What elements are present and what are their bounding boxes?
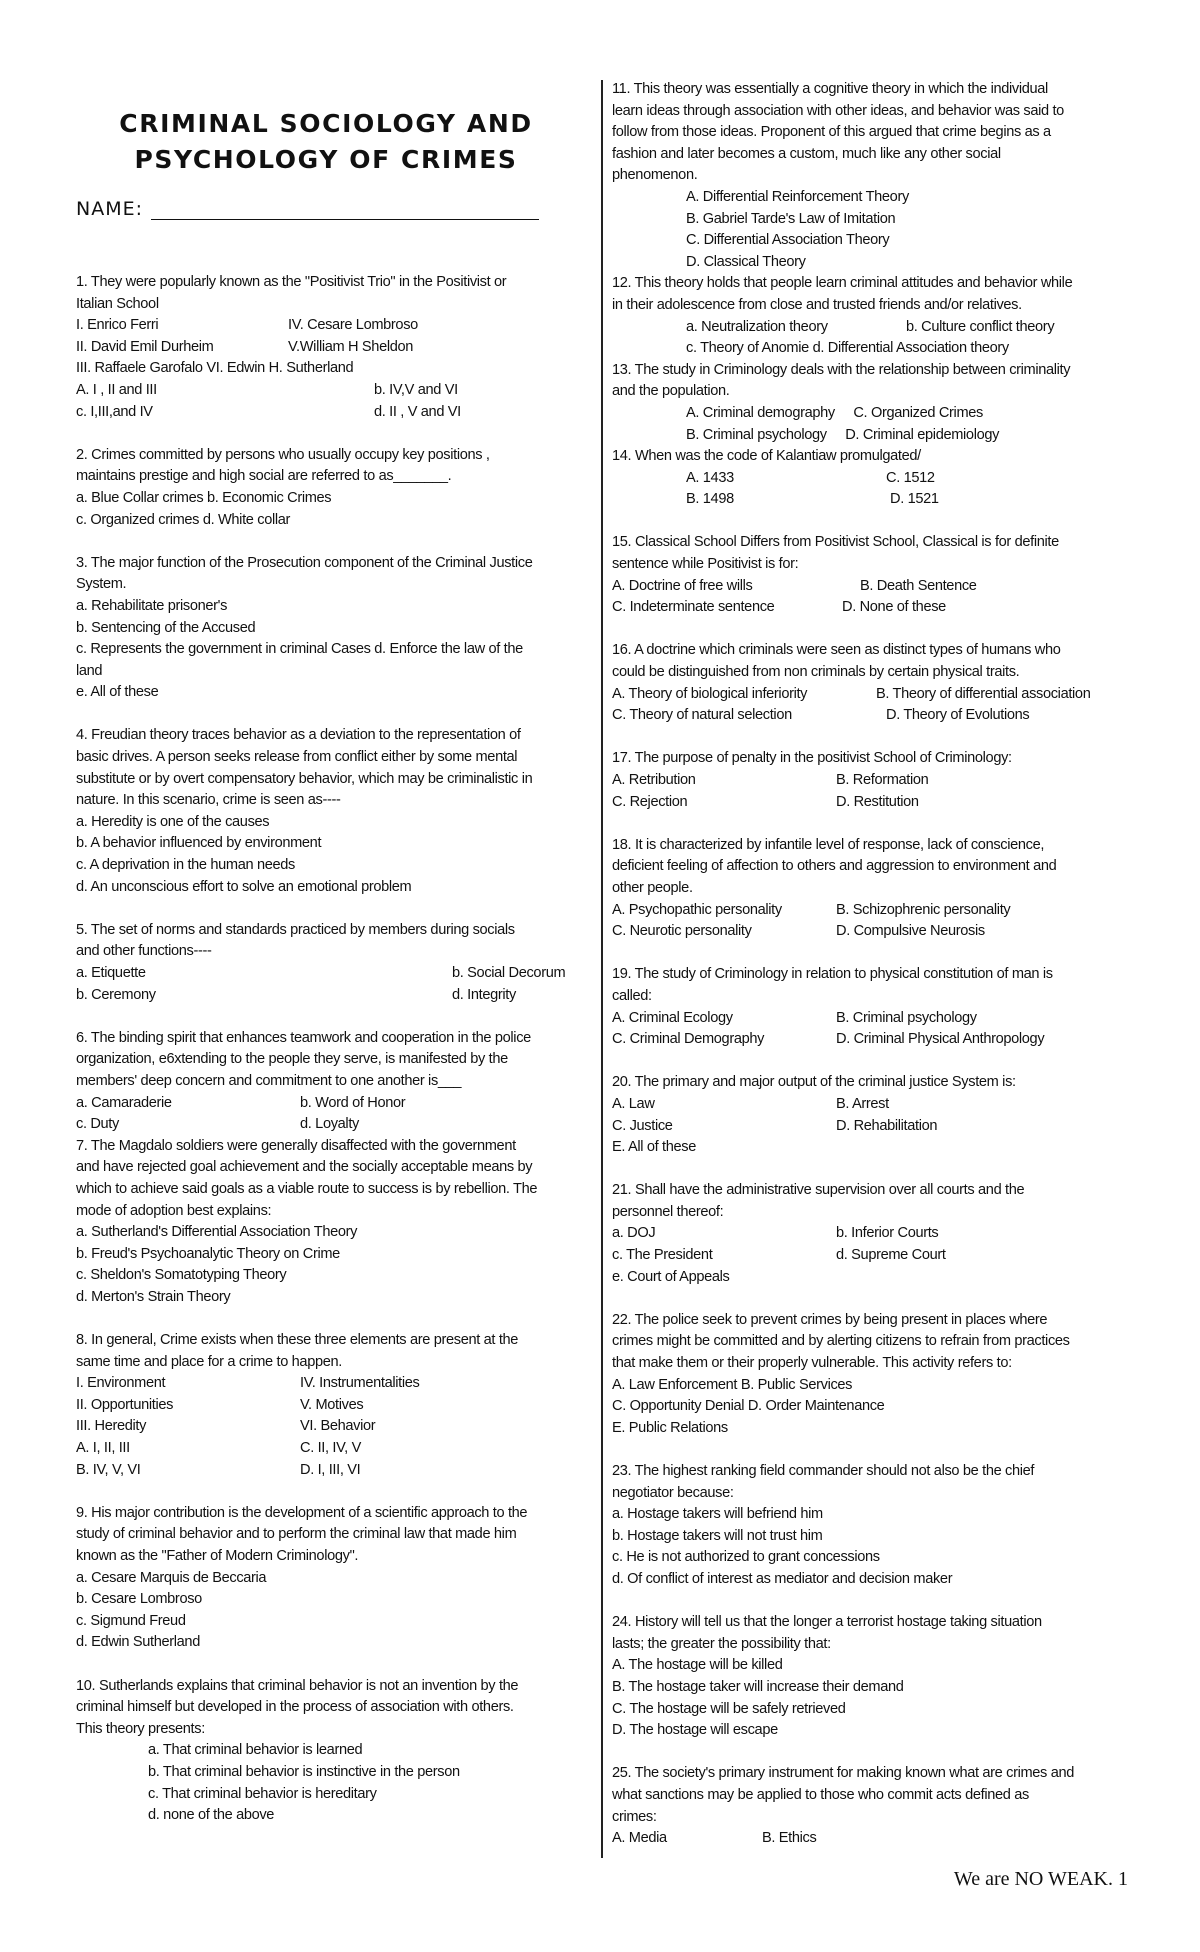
question-stem: 6. The binding spirit that enhances teamwork and cooperation in the police — [76, 1029, 531, 1046]
choice: A. 1433 — [686, 469, 734, 486]
item: I. Environment — [76, 1375, 166, 1392]
choice: e. Court of Appeals — [612, 1268, 730, 1285]
question-stem: 8. In general, Crime exists when these three elements are present at the — [76, 1332, 519, 1349]
choice: D. Compulsive Neurosis — [836, 923, 985, 940]
choice: c. Theory of Anomie d. Differential Association theory — [686, 340, 1009, 357]
choice: C. 1512 — [886, 469, 935, 486]
question-6 — [76, 1028, 591, 1136]
choice: B. The hostage taker will increase their demand — [612, 1678, 904, 1695]
item: III. Raffaele Garofalo VI. Edwin H. Sutherland — [76, 360, 354, 377]
question-stem: could be distinguished from non criminals by certain physical traits. — [612, 664, 1020, 681]
choice-row — [612, 1029, 1132, 1051]
question-stem: called: — [612, 987, 652, 1004]
choice: c. A deprivation in the human needs — [76, 857, 295, 874]
choice-row — [612, 1008, 1132, 1030]
question-stem: organization, e6xtending to the people they serve, is manifested by the — [76, 1051, 508, 1068]
choice: e. All of these — [76, 684, 159, 701]
item: I. Enrico Ferri — [76, 317, 159, 334]
choice: d. Integrity — [452, 986, 516, 1003]
question-5 — [76, 920, 591, 1006]
choice-row — [76, 1438, 591, 1460]
choice: C. Opportunity Denial D. Order Maintenance — [612, 1398, 885, 1415]
choice: A. The hostage will be killed — [612, 1657, 783, 1674]
choice-row — [612, 317, 1132, 339]
question-11 — [612, 79, 1132, 273]
choice: a. Hostage takers will befriend him — [612, 1506, 823, 1523]
name-blank-line[interactable] — [151, 199, 539, 220]
choice-row — [612, 1223, 1132, 1245]
choice: d. Merton's Strain Theory — [76, 1288, 231, 1305]
question-stem: and have rejected goal achievement and the socially acceptable means by — [76, 1159, 533, 1176]
question-stem: 13. The study in Criminology deals with the relationship between criminality — [612, 361, 1071, 378]
question-stem: phenomenon. — [612, 167, 698, 184]
choice: c. The President — [612, 1247, 713, 1264]
question-2 — [76, 445, 591, 531]
choice: B. 1498 — [686, 491, 734, 508]
question-stem: System. — [76, 576, 127, 593]
page-footer: We are NO WEAK. 1 — [953, 1868, 1128, 1890]
question-stem: 16. A doctrine which criminals were seen as distinct types of humans who — [612, 642, 1061, 659]
choice: a. That criminal behavior is learned — [148, 1742, 363, 1759]
choice: A. Retribution — [612, 772, 696, 788]
choice-row — [76, 380, 591, 402]
question-stem: crimes: — [612, 1808, 657, 1825]
choice: A. Law — [612, 1095, 655, 1112]
choice: D. I, III, VI — [300, 1461, 361, 1478]
choice: C. Theory of natural selection — [612, 707, 792, 724]
choice: d. Of conflict of interest as mediator and decision maker — [612, 1570, 953, 1587]
choice: A. I , II and III — [76, 381, 157, 398]
question-7 — [76, 1136, 591, 1309]
choice-row — [612, 597, 1132, 619]
choice: A. I, II, III — [76, 1440, 130, 1457]
right-column — [612, 79, 1132, 1850]
left-column — [76, 272, 591, 1827]
choice: d. II , V and VI — [374, 403, 461, 420]
question-18 — [612, 835, 1132, 943]
choice: B. Theory of differential association — [876, 685, 1091, 702]
choice: B. Criminal psychology D. Criminal epidemiology — [686, 426, 1000, 443]
choice: B. Criminal psychology — [836, 1009, 977, 1026]
choice: b. Ceremony — [76, 986, 156, 1003]
question-stem: 19. The study of Criminology in relation to physical constitution of man is — [612, 966, 1053, 983]
choice: B. IV, V, VI — [76, 1461, 141, 1478]
choice: b. Word of Honor — [300, 1094, 406, 1111]
question-stem: maintains prestige and high social are referred to as_______. — [76, 468, 452, 485]
question-stem: 2. Crimes committed by persons who usually occupy key positions , — [76, 446, 490, 463]
choice-row — [612, 576, 1132, 598]
choice: D. Rehabilitation — [836, 1117, 938, 1134]
question-stem: sentence while Positivist is for: — [612, 556, 799, 573]
choice-row — [76, 985, 591, 1007]
choice: C. Rejection — [612, 793, 688, 810]
choice: d. Edwin Sutherland — [76, 1634, 200, 1651]
name-field — [76, 198, 539, 220]
choice: b. Culture conflict theory — [906, 318, 1055, 335]
choice: C. Differential Association Theory — [686, 232, 890, 249]
choice: a. Heredity is one of the causes — [76, 813, 270, 830]
question-19 — [612, 964, 1132, 1050]
choice-row — [612, 489, 1132, 511]
choice: c. Represents the government in criminal Cases d. Enforce the law of the — [76, 641, 523, 658]
name-label: NAME: — [76, 198, 144, 220]
choice: c. Organized crimes d. White collar — [76, 511, 291, 528]
choice-row — [76, 1460, 591, 1482]
question-stem: criminal himself but developed in the process of association with others. — [76, 1699, 514, 1716]
question-16 — [612, 640, 1132, 726]
choice: d. Loyalty — [300, 1116, 359, 1133]
choice-row — [612, 1094, 1132, 1116]
choice-row — [612, 705, 1132, 727]
item: V.William H Sheldon — [288, 338, 414, 355]
item: VI. Behavior — [300, 1418, 376, 1435]
question-stem: 7. The Magdalo soldiers were generally disaffected with the government — [76, 1137, 516, 1154]
choice: B. Arrest — [836, 1095, 889, 1112]
choice: land — [76, 662, 103, 679]
choice: a. Sutherland's Differential Association Theory — [76, 1224, 358, 1241]
choice-row — [612, 684, 1132, 706]
column-divider — [601, 80, 603, 1858]
question-stem: 10. Sutherlands explains that criminal behavior is not an invention by the — [76, 1677, 519, 1694]
choice: c. Sigmund Freud — [76, 1612, 186, 1629]
item-row — [76, 1395, 591, 1417]
choice: C. Criminal Demography — [612, 1031, 765, 1048]
choice: B. Schizophrenic personality — [836, 901, 1011, 918]
choice: D. Criminal Physical Anthropology — [836, 1031, 1045, 1048]
item: II. Opportunities — [76, 1396, 174, 1413]
choice-row — [76, 1114, 591, 1136]
choice: b. Cesare Lombroso — [76, 1591, 202, 1608]
choice: A. Theory of biological inferiority — [612, 685, 808, 702]
item: V. Motives — [300, 1396, 364, 1413]
question-stem: known as the "Father of Modern Criminology". — [76, 1548, 359, 1565]
choice: D. 1521 — [890, 491, 939, 508]
question-10 — [76, 1676, 591, 1827]
question-stem: and the population. — [612, 383, 730, 400]
choice: E. All of these — [612, 1139, 696, 1156]
question-stem: follow from those ideas. Proponent of this argued that crime begins as a — [612, 124, 1051, 141]
question-stem: crimes might be committed and by alerting citizens to refrain from practices — [612, 1333, 1070, 1350]
question-stem: 3. The major function of the Prosecution component of the Criminal Justice — [76, 554, 533, 571]
question-stem: other people. — [612, 879, 693, 896]
question-stem: substitute or by overt compensatory behavior, which may be criminalistic in — [76, 770, 533, 787]
question-14 — [612, 446, 1132, 511]
question-stem: Italian School — [76, 295, 159, 312]
question-stem: learn ideas through association with other ideas, and behavior was said to — [612, 102, 1064, 119]
choice: C. II, IV, V — [300, 1440, 361, 1457]
choice: b. Inferior Courts — [836, 1225, 939, 1242]
choice: d. Supreme Court — [836, 1247, 946, 1264]
choice: b. A behavior influenced by environment — [76, 835, 322, 852]
question-4 — [76, 725, 591, 898]
choice-row — [612, 468, 1132, 490]
question-stem: lasts; the greater the possibility that: — [612, 1635, 831, 1652]
title-line-1: CRIMINAL SOCIOLOGY AND — [119, 109, 533, 138]
question-stem: 5. The set of norms and standards practiced by members during socials — [76, 921, 515, 938]
question-21 — [612, 1180, 1132, 1288]
choice: c. That criminal behavior is hereditary — [148, 1785, 377, 1802]
choice-row — [612, 900, 1132, 922]
choice-row — [612, 1116, 1132, 1138]
item: IV. Instrumentalities — [300, 1375, 420, 1392]
choice: a. Neutralization theory — [686, 318, 828, 335]
choice: A. Criminal demography C. Organized Crimes — [686, 404, 983, 421]
choice-row — [76, 1093, 591, 1115]
choice: c. I,III,and IV — [76, 403, 153, 420]
item-row — [76, 337, 591, 359]
choice: A. Criminal Ecology — [612, 1009, 733, 1026]
choice: B. Death Sentence — [860, 577, 977, 594]
choice: A. Psychopathic personality — [612, 901, 782, 918]
question-9 — [76, 1503, 591, 1654]
choice: a. DOJ — [612, 1225, 656, 1242]
choice-row — [76, 402, 591, 424]
choice: b. Freud's Psychoanalytic Theory on Crime — [76, 1245, 340, 1262]
choice-row — [612, 792, 1132, 814]
question-stem: 1. They were popularly known as the "Positivist Trio" in the Positivist or — [76, 274, 507, 290]
question-stem: fashion and later becomes a custom, much like any other social — [612, 145, 1001, 162]
question-stem: deficient feeling of affection to others and aggression to environment and — [612, 858, 1057, 875]
question-8 — [76, 1330, 591, 1481]
choice: b. Hostage takers will not trust him — [612, 1527, 823, 1544]
item-row — [76, 315, 591, 337]
choice: b. IV,V and VI — [374, 381, 458, 398]
question-stem: 23. The highest ranking field commander should not also be the chief — [612, 1463, 1035, 1479]
choice: d. An unconscious effort to solve an emotional problem — [76, 878, 412, 895]
question-stem: members' deep concern and commitment to one another is___ — [76, 1072, 462, 1089]
question-stem: study of criminal behavior and to perform the criminal law that made him — [76, 1526, 517, 1543]
choice: b. Social Decorum — [452, 965, 566, 981]
question-stem: 22. The police seek to prevent crimes by being present in places where — [612, 1311, 1048, 1328]
question-12 — [612, 273, 1132, 359]
choice: c. He is not authorized to grant concessions — [612, 1549, 880, 1566]
question-20 — [612, 1072, 1132, 1158]
choice-row — [76, 963, 591, 985]
question-24 — [612, 1612, 1132, 1742]
choice: A. Law Enforcement B. Public Services — [612, 1376, 853, 1393]
question-23 — [612, 1461, 1132, 1591]
choice: A. Differential Reinforcement Theory — [686, 188, 909, 205]
question-1 — [76, 272, 591, 423]
choice: A. Doctrine of free wills — [612, 577, 753, 594]
choice: b. That criminal behavior is instinctive in the person — [148, 1763, 460, 1780]
choice: C. The hostage will be safely retrieved — [612, 1700, 846, 1717]
question-stem: 4. Freudian theory traces behavior as a deviation to the representation of — [76, 727, 521, 744]
question-stem: in their adolescence from close and trusted friends and/or relatives. — [612, 296, 1022, 313]
question-stem: negotiator because: — [612, 1484, 734, 1501]
choice: B. Reformation — [836, 772, 929, 788]
choice: D. Restitution — [836, 793, 919, 810]
question-13 — [612, 360, 1132, 446]
question-stem: 17. The purpose of penalty in the positivist School of Criminology: — [612, 750, 1012, 767]
question-stem: what sanctions may be applied to those who commit acts defined as — [612, 1786, 1029, 1803]
choice: d. none of the above — [148, 1807, 275, 1824]
choice: c. Sheldon's Somatotyping Theory — [76, 1267, 287, 1284]
question-stem: mode of adoption best explains: — [76, 1202, 272, 1219]
choice: a. Etiquette — [76, 965, 146, 981]
question-stem: 18. It is characterized by infantile level of response, lack of conscience, — [612, 836, 1045, 853]
choice-row — [612, 1828, 1132, 1850]
item-row — [76, 1416, 591, 1438]
choice: C. Neurotic personality — [612, 923, 752, 940]
choice: a. Rehabilitate prisoner's — [76, 597, 228, 614]
question-3 — [76, 553, 591, 704]
choice: E. Public Relations — [612, 1419, 728, 1436]
choice: c. Duty — [76, 1116, 119, 1133]
question-stem: 25. The society's primary instrument for making known what are crimes and — [612, 1765, 1075, 1782]
item: II. David Emil Durheim — [76, 338, 214, 355]
choice: a. Camaraderie — [76, 1094, 172, 1111]
question-25 — [612, 1763, 1132, 1849]
question-stem: personnel thereof: — [612, 1203, 724, 1220]
item: IV. Cesare Lombroso — [288, 317, 418, 334]
choice-row — [612, 1245, 1132, 1267]
page-title — [76, 106, 576, 178]
choice: C. Justice — [612, 1117, 673, 1134]
question-stem: that make them or their properly vulnerable. This activity refers to: — [612, 1355, 1012, 1372]
question-stem: 21. Shall have the administrative supervision over all courts and the — [612, 1182, 1025, 1199]
choice: a. Blue Collar crimes b. Economic Crimes — [76, 489, 332, 506]
choice: D. Classical Theory — [686, 253, 806, 270]
choice: A. Media — [612, 1830, 667, 1847]
question-stem: basic drives. A person seeks release from conflict either by some mental — [76, 749, 518, 766]
question-stem: which to achieve said goals as a viable route to success is by rebellion. The — [76, 1180, 538, 1197]
question-stem: same time and place for a crime to happen. — [76, 1353, 342, 1370]
question-stem: 14. When was the code of Kalantiaw promulgated/ — [612, 448, 921, 465]
question-stem: 11. This theory was essentially a cognitive theory in which the individual — [612, 81, 1048, 97]
question-stem: nature. In this scenario, crime is seen as---- — [76, 792, 341, 809]
choice: B. Gabriel Tarde's Law of Imitation — [686, 210, 896, 227]
question-stem: This theory presents: — [76, 1720, 205, 1737]
question-15 — [612, 532, 1132, 618]
choice: a. Cesare Marquis de Beccaria — [76, 1569, 267, 1586]
choice: D. The hostage will escape — [612, 1722, 778, 1739]
question-stem: 9. His major contribution is the development of a scientific approach to the — [76, 1504, 528, 1521]
question-stem: 12. This theory holds that people learn criminal attitudes and behavior while — [612, 275, 1073, 292]
question-stem: 24. History will tell us that the longer a terrorist hostage taking situation — [612, 1614, 1042, 1631]
question-stem: and other functions---- — [76, 943, 212, 960]
choice: B. Ethics — [762, 1830, 817, 1847]
question-22 — [612, 1310, 1132, 1440]
title-line-2: PSYCHOLOGY OF CRIMES — [134, 145, 518, 174]
choice: b. Sentencing of the Accused — [76, 619, 256, 636]
choice: D. None of these — [842, 599, 946, 616]
question-17 — [612, 748, 1132, 813]
question-stem: 15. Classical School Differs from Positivist School, Classical is for definite — [612, 534, 1059, 551]
item-row — [76, 1373, 591, 1395]
choice-row — [612, 921, 1132, 943]
question-stem: 20. The primary and major output of the criminal justice System is: — [612, 1074, 1016, 1091]
choice: C. Indeterminate sentence — [612, 599, 775, 616]
choice: D. Theory of Evolutions — [886, 707, 1030, 724]
choice-row — [612, 770, 1132, 792]
item: III. Heredity — [76, 1418, 147, 1435]
